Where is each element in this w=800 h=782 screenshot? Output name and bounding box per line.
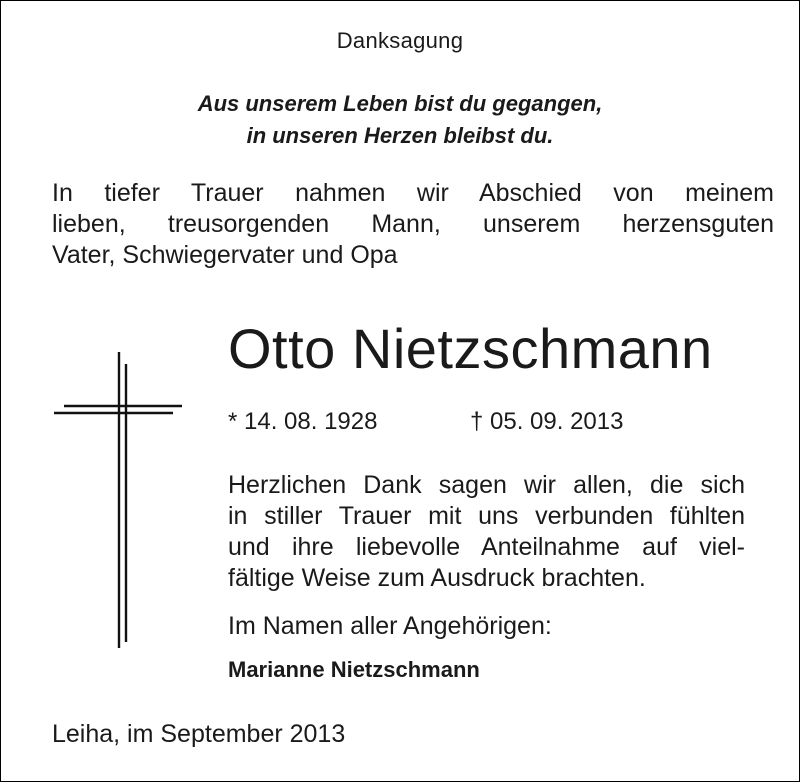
- signer-name: Marianne Nietzschmann: [228, 657, 480, 682]
- cross-icon: [50, 350, 185, 650]
- behalf-line: Im Namen aller Angehörigen:: [228, 612, 552, 640]
- place-date: Leiha, im September 2013: [52, 720, 346, 748]
- death-date: † 05. 09. 2013: [470, 408, 624, 435]
- life-dates: [228, 408, 624, 436]
- motto: [0, 88, 800, 152]
- intro-line: In tiefer Trauer nahmen wir Abschied von meinem: [52, 179, 774, 207]
- thanks-line: fältige Weise zum Ausdruck brachten.: [228, 564, 646, 592]
- intro-line: lieben, treusorgenden Mann, unserem herzensguten: [52, 210, 774, 238]
- intro-line: Vater, Schwiegervater und Opa: [52, 241, 398, 269]
- thanks-line: in stiller Trauer mit uns verbunden fühlten: [228, 502, 745, 530]
- birth-date: * 14. 08. 1928: [228, 408, 378, 435]
- thanks-text: [228, 470, 745, 594]
- notice-heading: Danksagung: [336, 28, 464, 53]
- thanks-line: und ihre liebevolle Anteilnahme auf viel-: [228, 533, 745, 561]
- deceased-name: Otto Nietzschmann: [228, 317, 713, 380]
- motto-line: in unseren Herzen bleibst du.: [246, 123, 554, 148]
- motto-line: Aus unserem Leben bist du gegangen,: [197, 91, 603, 116]
- intro-text: [52, 178, 774, 271]
- thanks-line: Herzlichen Dank sagen wir allen, die sich: [228, 471, 745, 499]
